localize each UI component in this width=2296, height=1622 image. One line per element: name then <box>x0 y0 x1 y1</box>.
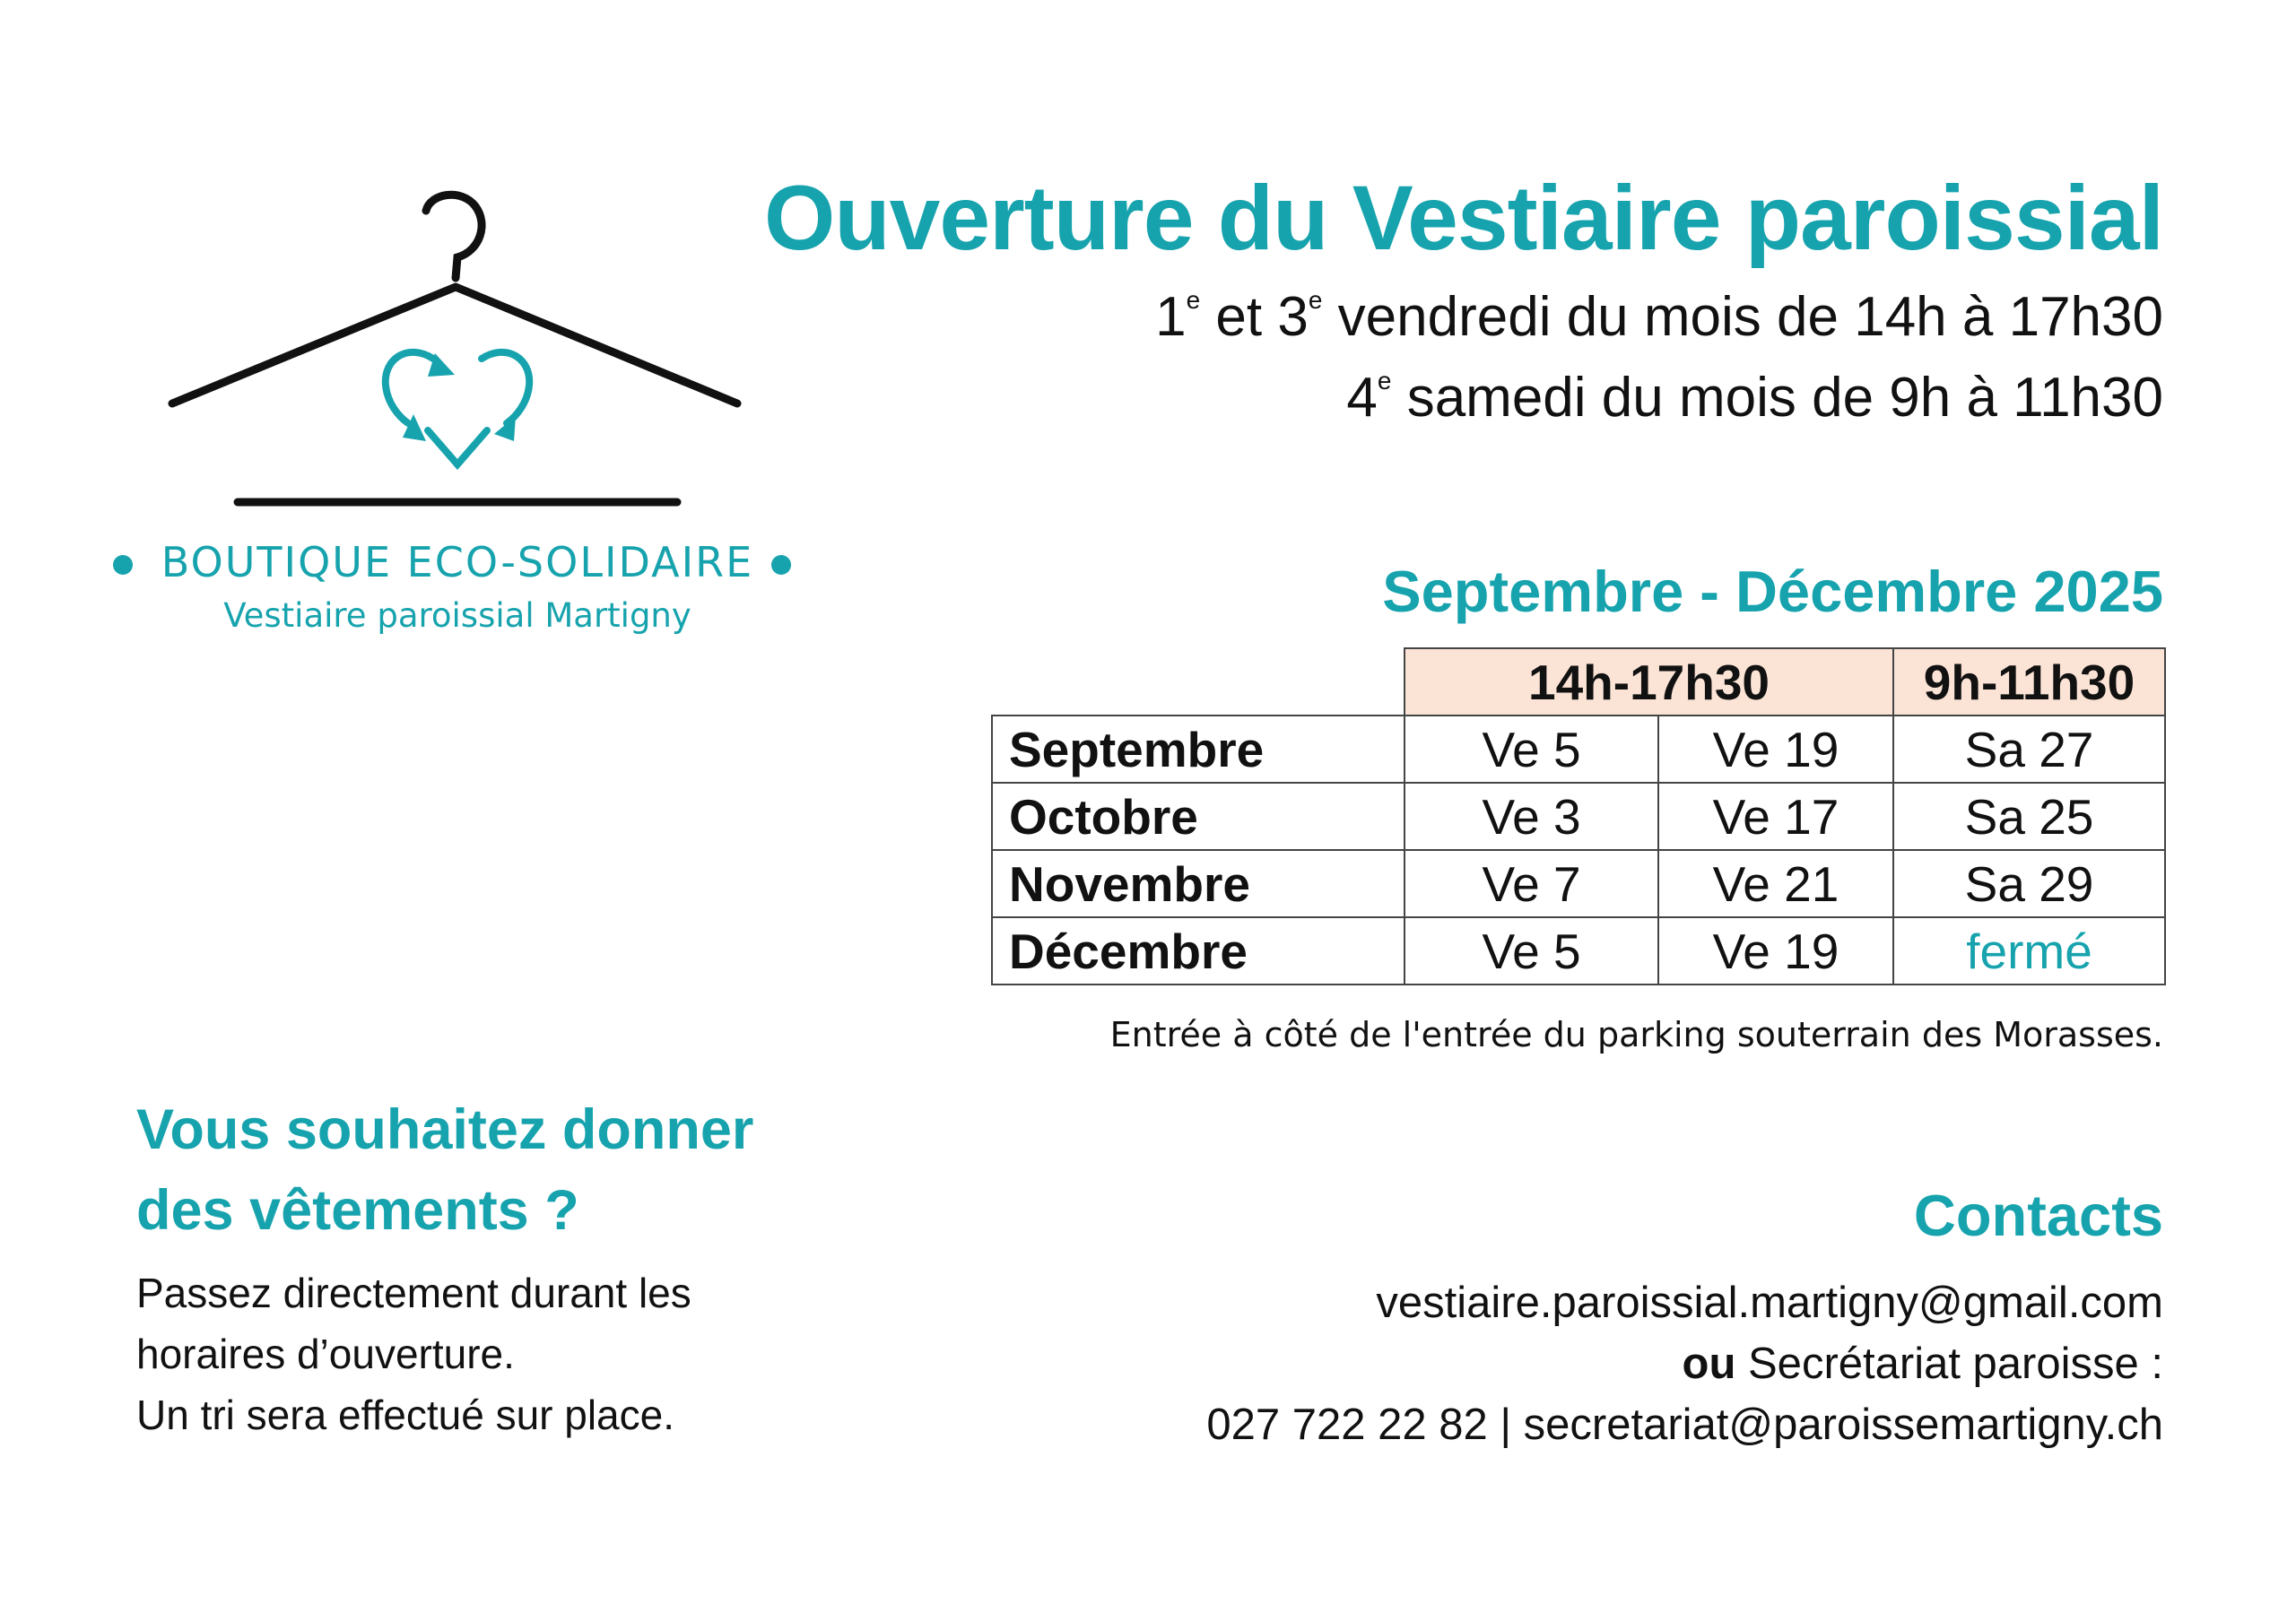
ordinal-third: et 3 <box>1200 286 1309 348</box>
ordinal-suffix: e <box>1308 286 1323 314</box>
month-cell: Décembre <box>992 917 1405 984</box>
friday-hours: vendredi du mois de 14h à 17h30 <box>1322 286 2163 348</box>
header-afternoon: 14h-17h30 <box>1405 648 1893 716</box>
secretariat-label: Secrétariat paroisse : <box>1735 1340 2163 1388</box>
table-row <box>992 917 2165 984</box>
table-row <box>992 850 2165 917</box>
ordinal-suffix: e <box>1186 286 1201 314</box>
contacts-heading: Contacts <box>1913 1183 2163 1248</box>
brand-name: BOUTIQUE ECO-SOLIDAIRE <box>161 538 754 586</box>
schedule-saturday-line <box>1346 366 2163 429</box>
date-cell: Ve 7 <box>1405 850 1658 917</box>
donate-line: Un tri sera effectué sur place. <box>136 1392 674 1438</box>
date-cell: Ve 19 <box>1658 917 1893 984</box>
date-cell: Sa 29 <box>1893 850 2165 917</box>
donate-heading: Vous souhaitez donner des vêtements ? <box>136 1098 754 1242</box>
month-cell: Novembre <box>992 850 1405 917</box>
table-row <box>992 783 2165 850</box>
page-title: Ouverture du Vestiaire paroissial <box>763 167 2163 269</box>
table-row <box>992 716 2165 783</box>
brand-subtitle: Vestiaire paroissial Martigny <box>223 596 691 635</box>
closed-cell: fermé <box>1893 917 2165 984</box>
ordinal-fourth: 4 <box>1346 367 1378 429</box>
date-cell: Ve 17 <box>1658 783 1893 850</box>
or-label: ou <box>1682 1340 1736 1388</box>
header-morning: 9h-11h30 <box>1893 648 2165 716</box>
table-header-row <box>992 648 2165 716</box>
brand-dot-right <box>771 555 791 575</box>
logo <box>108 184 807 650</box>
date-cell: Sa 27 <box>1893 716 2165 783</box>
date-cell: Sa 25 <box>1893 783 2165 850</box>
contact-phone-email[interactable]: 027 722 22 82 | secretariat@paroissemartigny.ch <box>1206 1401 2163 1449</box>
recycle-heart-icon <box>381 341 534 475</box>
date-cell: Ve 5 <box>1405 716 1658 783</box>
donate-line: Passez directement durant les <box>136 1270 691 1316</box>
donate-text <box>136 1262 691 1445</box>
date-cell: Ve 3 <box>1405 783 1658 850</box>
ordinal-first: 1 <box>1155 286 1187 348</box>
contact-email[interactable]: vestiaire.paroissial.martigny@gmail.com <box>1376 1279 2163 1327</box>
entrance-note: Entrée à côté de l'entrée du parking souterrain des Morasses. <box>1109 1015 2163 1054</box>
schedule-table <box>991 647 2166 985</box>
month-cell: Septembre <box>992 716 1405 783</box>
month-cell: Octobre <box>992 783 1405 850</box>
schedule-friday-line <box>1155 285 2163 349</box>
date-cell: Ve 21 <box>1658 850 1893 917</box>
saturday-hours: samedi du mois de 9h à 11h30 <box>1391 367 2163 429</box>
date-cell: Ve 19 <box>1658 716 1893 783</box>
period-heading: Septembre - Décembre 2025 <box>1382 559 2163 624</box>
ordinal-suffix: e <box>1377 367 1392 395</box>
contact-secretariat <box>1683 1339 2163 1389</box>
table-corner <box>992 648 1405 716</box>
donate-line: horaires d’ouverture. <box>136 1331 515 1377</box>
date-cell: Ve 5 <box>1405 917 1658 984</box>
